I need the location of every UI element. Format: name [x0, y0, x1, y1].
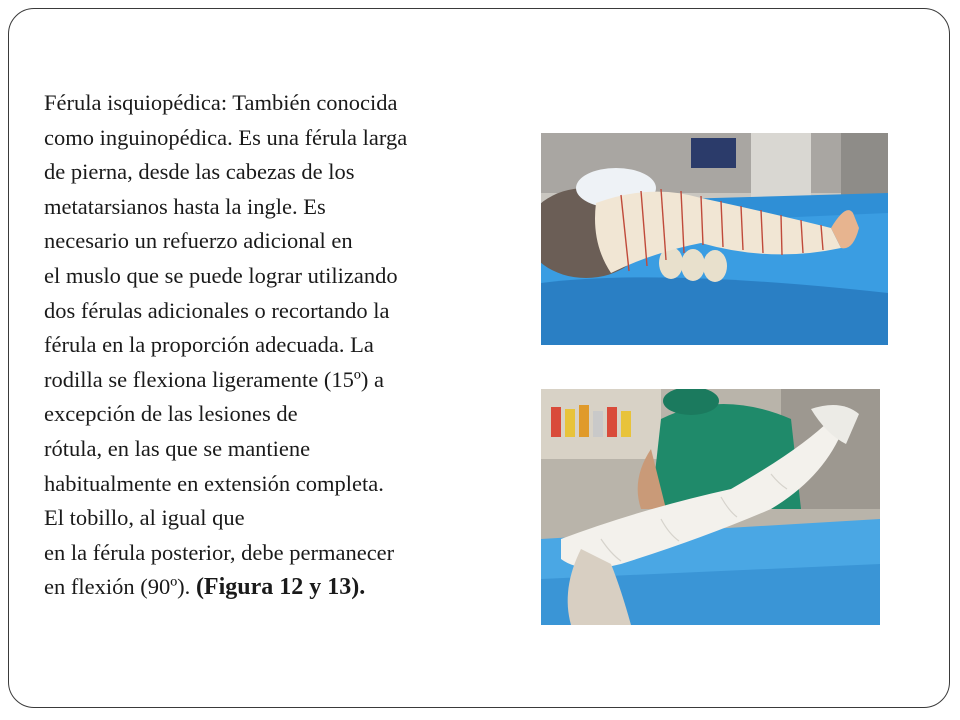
last-line-prefix: en flexión (90º).	[44, 574, 196, 600]
text-line: necesario un refuerzo adicional en	[44, 228, 353, 254]
text-line: dos férulas adicionales o recortando la	[44, 297, 390, 323]
figure-12-illustration	[541, 133, 888, 345]
figure-12-photo	[541, 133, 888, 345]
text-line: férula en la proporción adecuada. La	[44, 332, 374, 358]
body-text	[44, 86, 514, 605]
text-line: habitualmente en extensión completa.	[44, 470, 384, 496]
text-line: rodilla se flexiona ligeramente (15º) a	[44, 366, 384, 392]
text-line: como inguinopédica. Es una férula larga	[44, 124, 408, 150]
text-line: de pierna, desde las cabezas de los	[44, 159, 355, 185]
text-line: excepción de las lesiones de	[44, 401, 298, 427]
text-line: el muslo que se puede lograr utilizando	[44, 262, 398, 288]
figure-reference: (Figura 12 y 13).	[195, 574, 366, 601]
text-line: El tobillo, al igual que	[44, 505, 245, 531]
text-line-last	[44, 570, 514, 605]
text-line: rótula, en las que se mantiene	[44, 435, 311, 461]
figure-13-photo	[541, 389, 880, 625]
text-line: en la férula posterior, debe permanecer	[44, 539, 395, 565]
text-line: Férula isquiopédica: También conocida	[44, 90, 398, 115]
figure-13-illustration	[541, 389, 880, 625]
text-line: metatarsianos hasta la ingle. Es	[44, 193, 326, 219]
